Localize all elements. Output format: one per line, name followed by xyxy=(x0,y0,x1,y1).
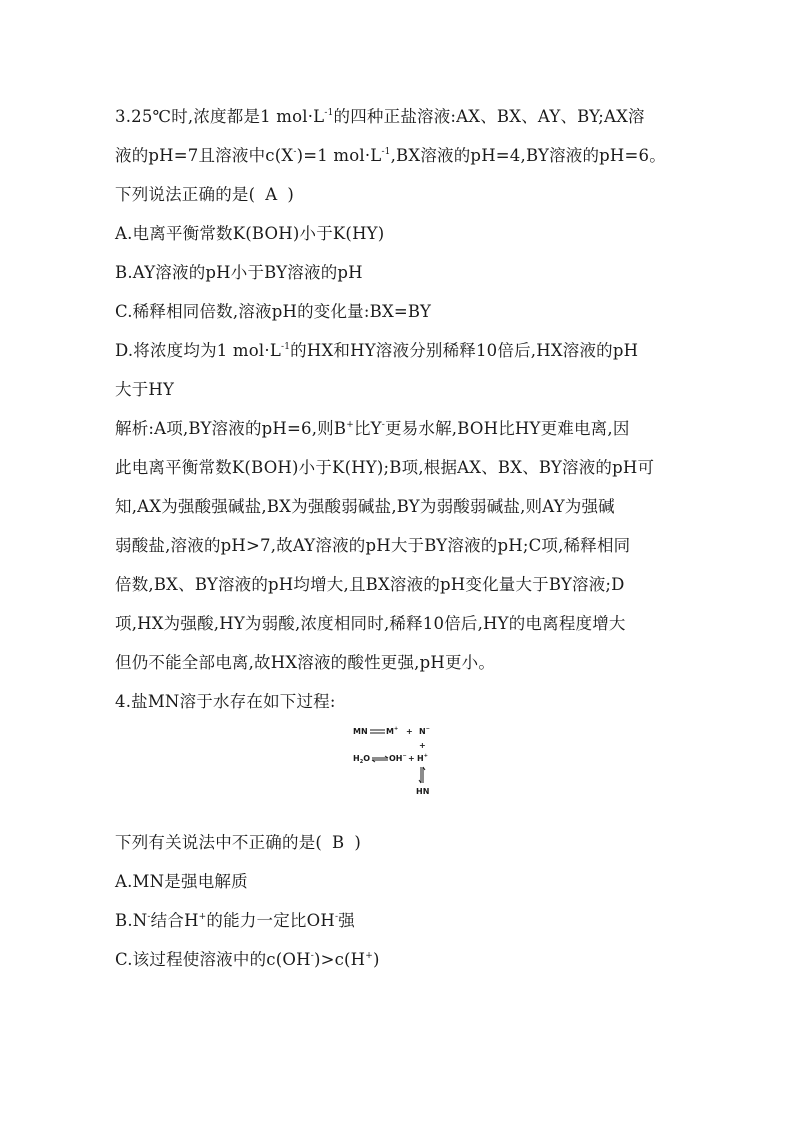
superscript: - xyxy=(334,912,339,922)
n-ion-label: N− xyxy=(419,726,430,736)
q4-stem xyxy=(115,829,695,857)
explanation-line-7: 但仍不能全部电离,故HX溶液的酸性更强,pH更小。 xyxy=(115,653,496,672)
plus-sign: + xyxy=(419,741,426,750)
answer-letter: A xyxy=(265,185,278,204)
option-text: B.N xyxy=(115,911,148,930)
hn-label: HN xyxy=(416,787,430,796)
explanation-line-4: 弱酸盐,溶液的pH>7,故AY溶液的pH大于BY溶液的pH;C项,稀释相同 xyxy=(115,536,631,555)
q3-stem xyxy=(115,181,695,209)
h-ion-label: H+ xyxy=(417,753,428,763)
option-text: 结合H xyxy=(150,911,199,930)
q4-option-b xyxy=(115,907,695,935)
document-page xyxy=(115,103,695,985)
q3-line-2 xyxy=(115,142,695,170)
m-ion-label: M+ xyxy=(386,726,399,736)
superscript: -1 xyxy=(324,108,334,118)
equilibrium-diagram-svg xyxy=(353,723,463,823)
q3-option-d-line-1 xyxy=(115,337,695,365)
q3-option-c: C.稀释相同倍数,溶液pH的变化量:BX=BY xyxy=(115,302,432,321)
q3-option-d-line-2: 大于HY xyxy=(115,380,175,399)
q3-text: ,BX溶液的pH=4,BY溶液的pH=6。 xyxy=(390,146,666,165)
explanation-text: 更易水解,BOH比HY更难电离,因 xyxy=(385,419,630,438)
equilibrium-diagram xyxy=(115,723,695,823)
option-text: 强 xyxy=(338,911,355,930)
option-text: )>c(H xyxy=(313,950,366,969)
q4-option-c xyxy=(115,946,695,974)
oh-ion-label: OH− xyxy=(389,753,407,763)
superscript: + xyxy=(365,951,374,961)
explanation-line-3: 知,AX为强酸强碱盐,BX为强酸弱碱盐,BY为弱酸弱碱盐,则AY为强碱 xyxy=(115,497,615,516)
superscript: - xyxy=(293,147,297,157)
explanation-line-2: 此电离平衡常数K(BOH)小于K(HY);B项,根据AX、BX、BY溶液的pH可 xyxy=(115,458,655,477)
q3-line-1 xyxy=(115,103,695,131)
q3-option-b: B.AY溶液的pH小于BY溶液的pH xyxy=(115,263,363,282)
stem-text: ) xyxy=(354,833,362,852)
option-text: C.该过程使溶液中的c(OH xyxy=(115,950,311,969)
q3-text: 3.25℃时,浓度都是1 mol·L xyxy=(115,107,325,126)
superscript: -1 xyxy=(281,342,291,352)
q3-option-a: A.电离平衡常数K(BOH)小于K(HY) xyxy=(115,224,385,243)
stem-text: 下列说法正确的是( xyxy=(115,185,256,204)
explanation-line-5: 倍数,BX、BY溶液的pH均增大,且BX溶液的pH变化量大于BY溶液;D xyxy=(115,575,625,594)
plus-sign: + xyxy=(408,754,415,763)
option-text: D.将浓度均为1 mol·L xyxy=(115,341,281,360)
superscript: - xyxy=(310,951,314,961)
mn-label: MN xyxy=(353,727,368,736)
q3-text: )=1 mol·L xyxy=(296,146,382,165)
option-text: 的HX和HY溶液分别稀释10倍后,HX溶液的pH xyxy=(290,341,639,360)
q3-text: 的四种正盐溶液:AX、BX、AY、BY;AX溶 xyxy=(333,107,645,126)
q4-option-a: A.MN是强电解质 xyxy=(115,872,248,891)
superscript: + xyxy=(346,420,354,430)
superscript: - xyxy=(147,912,151,922)
option-text: 的能力一定比OH xyxy=(206,911,335,930)
explanation-line-6: 项,HX为强酸,HY为弱酸,浓度相同时,稀释10倍后,HY的电离程度增大 xyxy=(115,614,626,633)
superscript: - xyxy=(381,420,385,430)
plus-sign: + xyxy=(406,727,413,736)
option-text: ) xyxy=(373,950,380,969)
stem-text: ) xyxy=(287,185,295,204)
stem-text: 下列有关说法中不正确的是( xyxy=(115,833,323,852)
q4-title: 4.盐MN溶于水存在如下过程: xyxy=(115,692,336,711)
explanation-line-1 xyxy=(115,415,695,443)
answer-letter: B xyxy=(332,833,345,852)
q3-text: 液的pH=7且溶液中c(X xyxy=(115,146,294,165)
explanation-text: 比Y xyxy=(353,419,382,438)
explanation-text: 解析:A项,BY溶液的pH=6,则B xyxy=(115,419,347,438)
superscript: -1 xyxy=(381,147,391,157)
water-label: $H_2O$ xyxy=(353,754,370,765)
superscript: + xyxy=(198,912,207,922)
